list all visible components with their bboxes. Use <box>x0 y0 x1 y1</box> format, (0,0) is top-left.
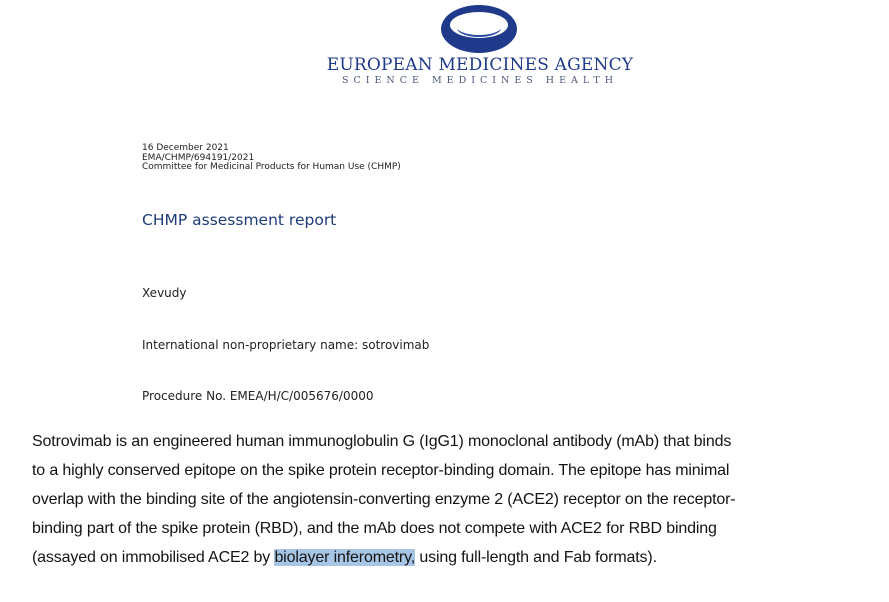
excerpt-line: overlap with the binding site of the angiotensin-converting enzyme 2 (ACE2) receptor on the receptor- <box>32 491 736 508</box>
excerpt-text: (assayed on immobilised ACE2 by <box>32 549 275 566</box>
agency-name: EUROPEAN MEDICINES AGENCY <box>326 55 634 75</box>
procedure-number: Procedure No. EMEA/H/C/005676/0000 <box>142 389 374 403</box>
product-name: Xevudy <box>142 286 187 300</box>
excerpt-line <box>32 543 872 572</box>
ema-logo <box>0 0 889 100</box>
excerpt-line: to a highly conserved epitope on the spike protein receptor-binding domain. The epitope has minimal <box>32 462 730 479</box>
excerpt-text: using full-length and Fab formats). <box>415 549 657 566</box>
committee-name: Committee for Medicinal Products for Human Use (CHMP) <box>142 162 401 172</box>
excerpt-line: Sotrovimab is an engineered human immunoglobulin G (IgG1) monoclonal antibody (mAb) that binds <box>32 433 732 450</box>
excerpt-paragraph <box>32 427 872 572</box>
highlighted-text[interactable]: biolayer inferometry, <box>274 549 416 566</box>
document-date: 16 December 2021 <box>142 143 229 153</box>
inn-line: International non-proprietary name: sotrovimab <box>142 338 430 352</box>
excerpt-line: binding part of the spike protein (RBD), and the mAb does not compete with ACE2 for RBD binding <box>32 520 717 537</box>
document-meta <box>142 144 401 173</box>
ema-emblem-icon <box>439 4 519 54</box>
report-title: CHMP assessment report <box>142 211 337 229</box>
document-reference: EMA/CHMP/694191/2021 <box>142 152 255 163</box>
agency-tagline: SCIENCE MEDICINES HEALTH <box>341 75 619 86</box>
